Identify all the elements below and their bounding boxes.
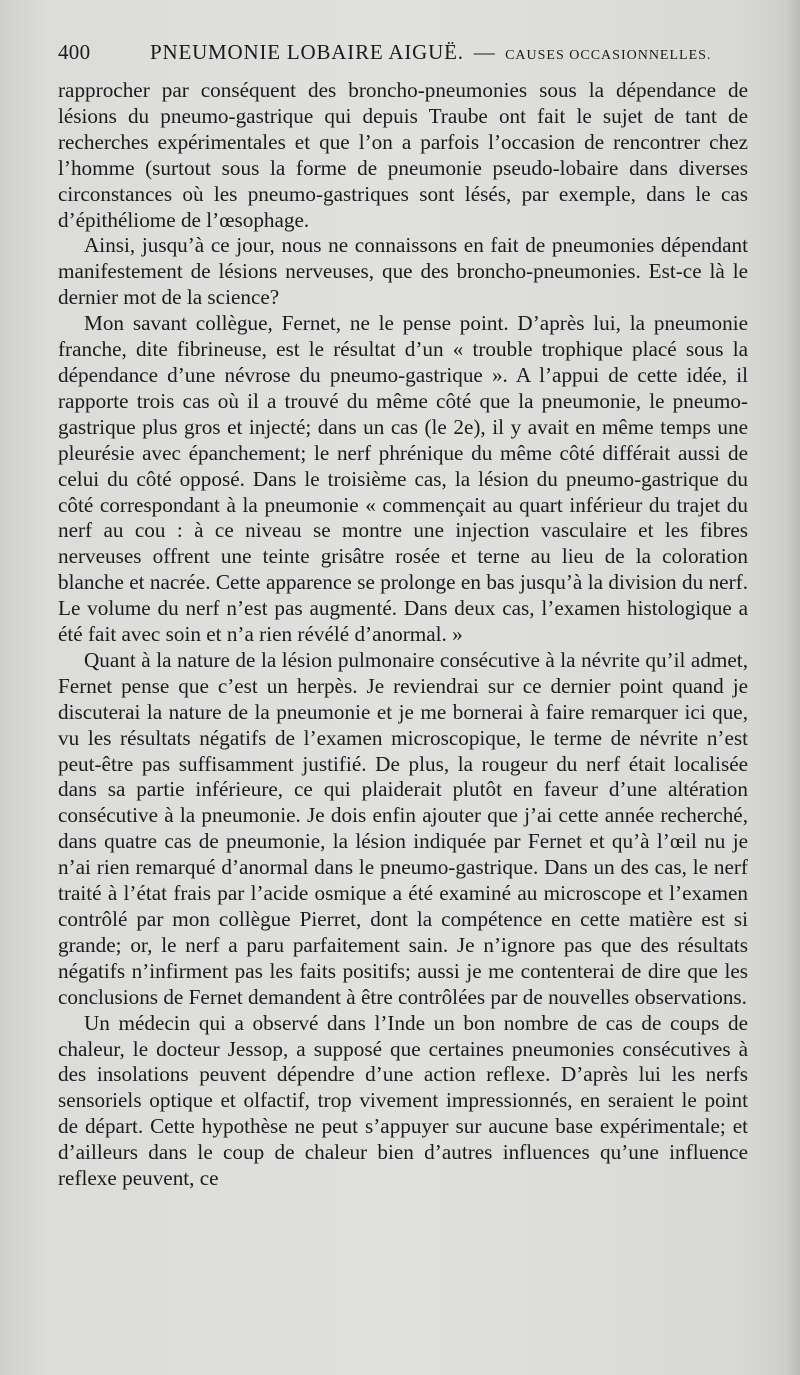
running-title: PNEUMONIE LOBAIRE AIGUË. <box>150 40 464 64</box>
section-title: CAUSES OCCASIONNELLES. <box>505 48 712 63</box>
paragraph: Un médecin qui a observé dans l’Inde un bon nombre de cas de coups de chaleur, le docteur Jessop, a supposé que certaines pneumonies consécutives à des insolations peuvent dépendre d’une action reflexe. D’après lui les nerfs sensoriels optique et olfactif, trop vivement impressionnés, en seraient le point de départ. Cette hypothèse ne peut s’appuyer sur aucune base expérimentale; et d’ailleurs dans le coup de chaleur bien d’autres influences qu’une influence reflexe peuvent, ce <box>58 1010 748 1191</box>
paragraph: Mon savant collègue, Fernet, ne le pense point. D’après lui, la pneumonie franche, dite fibrineuse, est le résultat d’un « trouble trophique placé sous la dépendance d’une névrose du pneumo-gastrique ». A l’appui de cette idée, il rapporte trois cas où il a trouvé du même côté que la pneumonie, le pneumo-gastrique plus gros et injecté; dans un cas (le 2e), il y avait en même temps une pleurésie avec épanchement; le nerf phrénique du même côté différait aussi de celui du côté opposé. Dans le troisième cas, la lésion du pneumo-gastrique du côté correspondant à la pneumonie « commençait au quart inférieur du trajet du nerf au cou : à ce niveau se montre une injection vasculaire et les fibres nerveuses offrent une teinte grisâtre rosée et terne au lieu de la coloration blanche et nacrée. Cette apparence se prolonge en bas jusqu’à la division du nerf. Le volume du nerf n’est pas augmenté. Dans deux cas, l’examen histologique a été fait avec soin et n’a rien révélé d’anormal. » <box>58 311 748 647</box>
paragraph: Ainsi, jusqu’à ce jour, nous ne connaissons en fait de pneumonies dépendant manifestement de lésions nerveuses, que des broncho-pneumonies. Est-ce là le dernier mot de la science? <box>58 233 748 310</box>
page-edge-shadow <box>786 0 800 1375</box>
body-text <box>58 78 748 1192</box>
running-header <box>58 40 748 74</box>
paragraph: rapprocher par conséquent des broncho-pneumonies sous la dépendance de lésions du pneumo-gastrique qui depuis Traube ont fait le sujet de tant de recherches expérimentales et que l’on a parfois l’occasion de rencontrer chez l’homme (surtout sous la forme de pneumonie pseudo-lobaire dans diverses circonstances où les pneumo-gastriques sont lésés, par exemple, dans le cas d’épithéliome de l’œsophage. <box>58 78 748 232</box>
header-dash: — <box>473 40 496 64</box>
page-number: 400 <box>58 40 91 64</box>
paragraph: Quant à la nature de la lésion pulmonaire consécutive à la névrite qu’il admet, Fernet pense que c’est un herpès. Je reviendrai sur ce dernier point quand je discuterai la nature de la pneumonie et je me bornerai à faire remarquer ici que, vu les résultats négatifs de l’examen microscopique, le terme de névrite n’est peut-être pas suffisamment justifié. De plus, la rougeur du nerf était localisée dans sa partie inférieure, ce qui plaiderait plutôt en faveur d’une altération consécutive à la pneumonie. Je dois enfin ajouter que j’ai cette année recherché, dans quatre cas de pneumonie, la lésion indiquée par Fernet et qu’à l’œil nu je n’ai rien remarqué d’anormal dans le pneumo-gastrique. Dans un des cas, le nerf traité à l’état frais par l’acide osmique a été examiné au microscope et l’examen contrôlé par mon collègue Pierret, dont la compétence en cette matière est si grande; or, le nerf a paru parfaitement sain. Je n’ignore pas que des résultats négatifs n’infirment pas les faits positifs; aussi je me contenterai de dire que les conclusions de Fernet demandent à être contrôlées par de nouvelles observations. <box>58 647 748 1009</box>
